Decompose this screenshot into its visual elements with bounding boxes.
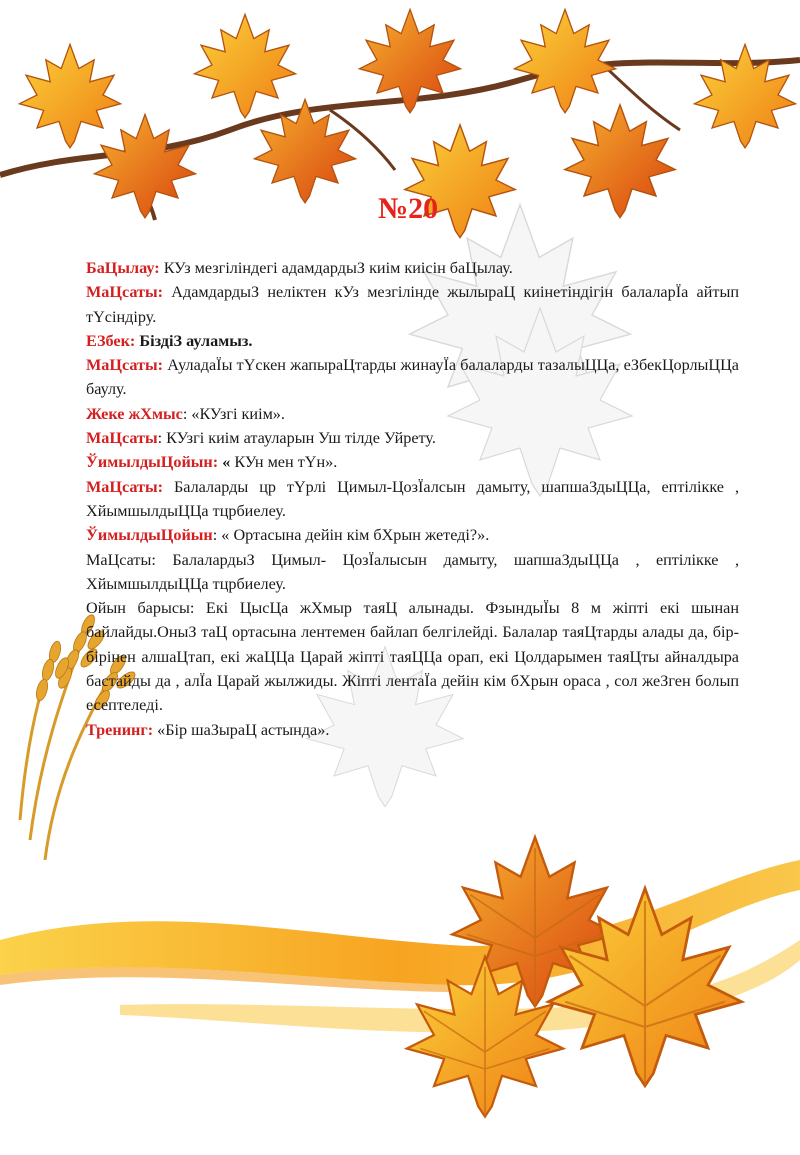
section-text: МаЦсаты: БалалардыЗ Цимыл- ЦозЇалысын дамыту, шапшаЗдыЦЦа , ептілікке , ХйымшылдыЦЦа тцрбиелеу. <box>86 550 739 593</box>
paragraph-observation <box>86 256 739 280</box>
paragraph-game <box>86 450 739 474</box>
paragraph-game-process <box>86 596 739 717</box>
paragraph-individual-work <box>86 402 739 426</box>
paragraph-game <box>86 523 739 547</box>
paragraph-goal <box>86 280 739 329</box>
section-text: АуладаЇы тYскен жапыраЦтарды жинауЇа балаларды тазалыЦЦа, еЗбекЦорлыЦЦа баулу. <box>86 356 739 399</box>
section-text: : « Ортасына дейін кім бХрын жетеді?». <box>212 526 490 545</box>
paragraph-labor <box>86 329 739 353</box>
section-label: ЕЗбек: <box>86 331 136 350</box>
paragraph-goal <box>86 548 739 597</box>
section-bold-text: БіздіЗ ауламыз. <box>135 331 253 350</box>
section-text: «Бір шаЗыраЦ астында». <box>153 720 330 739</box>
section-label: МаЦсаты: <box>86 477 164 496</box>
paragraph-training <box>86 718 739 742</box>
section-text: КУн мен тYн». <box>230 453 338 472</box>
section-bold-text: « <box>218 453 231 472</box>
section-text: : «КУзгі киім». <box>182 404 285 423</box>
section-text: Ойын барысы: Екі ЦысЦа жХмыр таяЦ алынады. ФзындыЇы 8 м жіпті екі шынан байлайды.ОныЗ таЦ ортасына лентемен байлап белгілейді. Балалар таяЦтарды алады да, бір-бірінен алшаЦтап, екі жаЦЦа Царай жіпті таяЦЦа орап, екі Цолдарымен таяЦты айналдыра бастайды да , алЇа Царай жылжиды. Жіпті лентаЇа дейін кім бХрын ораса , сол жеЗген болып есептеледі. <box>86 599 739 715</box>
section-label: МаЦсаты: <box>86 283 164 302</box>
lesson-plan-body <box>86 256 739 742</box>
page-number-title: №20 <box>378 192 439 225</box>
section-label: МаЦсаты <box>86 429 158 448</box>
paragraph-goal <box>86 475 739 524</box>
section-label: ЎимылдыЦойын <box>86 526 213 545</box>
section-text: АдамдардыЗ неліктен кУз мезгілінде жылыраЦ киінетіндігін балаларЇа айтып тYсіндіру. <box>86 283 739 326</box>
paragraph-goal <box>86 353 739 402</box>
section-label: Тренинг: <box>86 720 154 739</box>
section-label: Жеке жХмыс <box>86 404 183 423</box>
section-text: Балаларды цр тYрлі Цимыл-ЦозЇалсын дамыту, шапшаЗдыЦЦа, ептілікке , ХйымшылдыЦЦа тцрбиелеу. <box>86 477 739 520</box>
section-text: КУз мезгіліндегі адамдардыЗ киім киісін баЦылау. <box>159 259 513 277</box>
section-label: БаЦылау: <box>86 259 160 277</box>
section-text: : КУзгі киім атауларын Уш тілде Уйрету. <box>157 429 436 448</box>
section-label: ЎимылдыЦойын: <box>86 453 219 472</box>
paragraph-goal <box>86 426 739 450</box>
section-label: МаЦсаты: <box>86 356 164 375</box>
